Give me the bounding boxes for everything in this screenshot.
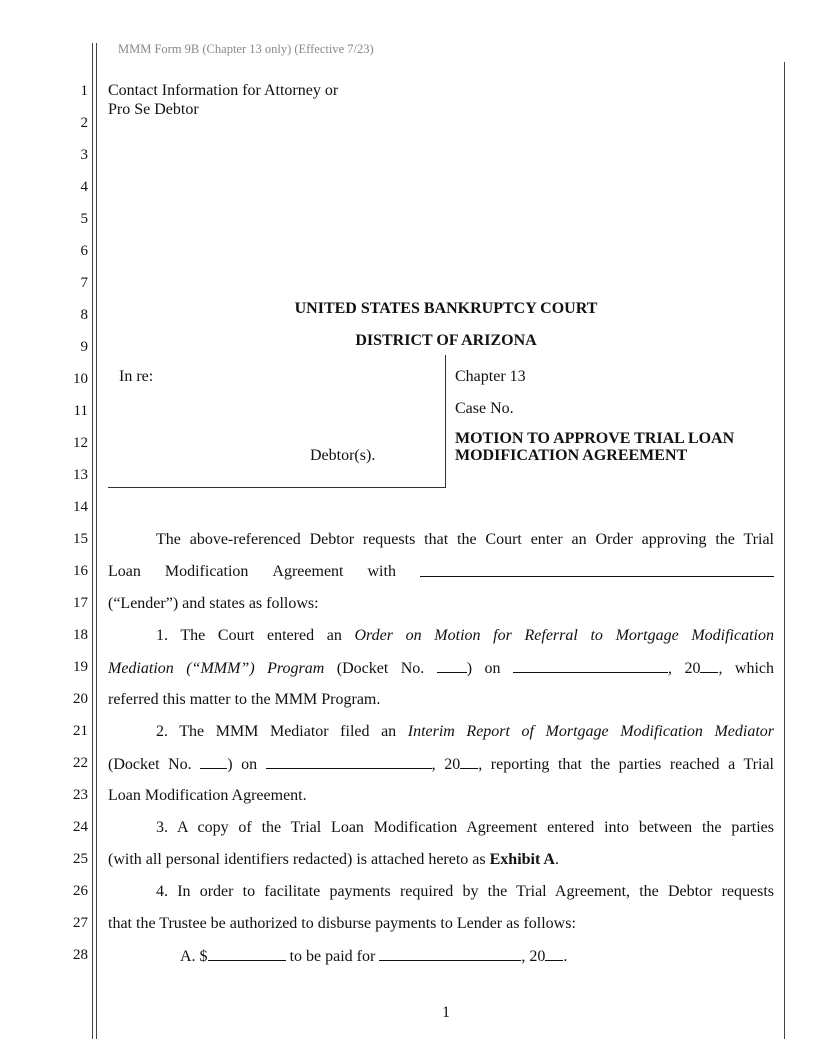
caption-divider-vertical (445, 355, 446, 488)
line-number: 20 (73, 691, 88, 707)
intro-line-1: The above-referenced Debtor requests that the Court enter an Order approving the Trial (156, 531, 774, 548)
left-margin-rule-inner (96, 43, 97, 1039)
line-number: 18 (73, 627, 88, 643)
paragraph-2-line-3: Loan Modification Agreement. (108, 787, 307, 804)
right-margin-rule (784, 62, 785, 1039)
payment-year-blank[interactable] (545, 946, 563, 961)
line-number: 9 (80, 339, 88, 355)
referral-date-blank[interactable] (513, 658, 668, 673)
line-number: 1 (80, 83, 88, 99)
intro-word-modification: Modification (164, 563, 249, 580)
paragraph-4-line-1: 4. In order to facilitate payments required by the Trial Agreement, the Debtor requests (156, 883, 774, 900)
referral-year-blank[interactable] (700, 658, 718, 673)
line-number: 27 (73, 915, 88, 931)
court-district: DISTRICT OF ARIZONA (355, 332, 537, 349)
line-number: 4 (80, 179, 88, 195)
line-number: 8 (80, 307, 88, 323)
report-year-blank[interactable] (460, 754, 478, 769)
caption-chapter: Chapter 13 (455, 368, 526, 385)
docket-number-blank[interactable] (437, 658, 467, 673)
line-number: 11 (73, 403, 88, 419)
caption-divider-horizontal (108, 487, 446, 488)
line-number: 28 (73, 947, 88, 963)
paragraph-2-line-2: (Docket No. ) on , 20 , reporting that the parties reached a Trial (108, 756, 774, 773)
line-number: 24 (73, 819, 88, 835)
paragraph-4-line-2: that the Trustee be authorized to disburse payments to Lender as follows: (108, 915, 576, 932)
intro-line-2 (108, 562, 774, 582)
motion-title-line-2: MODIFICATION AGREEMENT (455, 447, 688, 464)
line-number: 23 (73, 787, 88, 803)
intro-word-loan: Loan (108, 563, 141, 580)
contact-line-2: Pro Se Debtor (108, 101, 199, 118)
line-number: 13 (73, 467, 88, 483)
paragraph-1-line-3: referred this matter to the MMM Program. (108, 691, 381, 708)
line-number: 2 (80, 115, 88, 131)
caption-in-re: In re: (119, 368, 154, 385)
lender-name-blank[interactable] (420, 562, 774, 577)
line-number: 6 (80, 243, 88, 259)
exhibit-a-reference: Exhibit A (489, 851, 555, 868)
intro-word-with: with (367, 563, 396, 580)
line-number: 22 (73, 755, 88, 771)
line-number: 5 (80, 211, 88, 227)
line-number: 16 (73, 563, 88, 579)
mediator-docket-blank[interactable] (200, 754, 227, 769)
paragraph-1-line-1: 1. The Court entered an Order on Motion for Referral to Mortgage Modification (156, 627, 774, 644)
page-number: 1 (442, 1004, 450, 1021)
line-number: 3 (80, 147, 88, 163)
paragraph-2-line-1: 2. The MMM Mediator filed an Interim Report of Mortgage Modification Mediator (156, 723, 774, 740)
intro-line-3: (“Lender”) and states as follows: (108, 595, 319, 612)
line-number: 14 (73, 499, 88, 515)
line-number: 26 (73, 883, 88, 899)
contact-line-1: Contact Information for Attorney or (108, 82, 339, 99)
court-name: UNITED STATES BANKRUPTCY COURT (294, 300, 598, 317)
paragraph-3-line-1: 3. A copy of the Trial Loan Modification Agreement entered into between the parties (156, 819, 774, 836)
payment-item-a: A. $ to be paid for , 20 . (180, 948, 568, 965)
line-number: 10 (73, 371, 88, 387)
line-number: 21 (73, 723, 88, 739)
line-number: 15 (73, 531, 88, 547)
paragraph-1-line-2: Mediation (“MMM”) Program (Docket No. ) on , 20 , which (108, 660, 774, 677)
line-number: 12 (73, 435, 88, 451)
line-number: 17 (73, 595, 88, 611)
motion-title-line-1: MOTION TO APPROVE TRIAL LOAN (455, 430, 735, 447)
payment-month-blank[interactable] (379, 946, 521, 961)
report-date-blank[interactable] (266, 754, 432, 769)
paragraph-3-line-2: (with all personal identifiers redacted) is attached hereto as Exhibit A. (108, 851, 559, 868)
intro-word-agreement: Agreement (272, 563, 344, 580)
caption-case-no: Case No. (455, 400, 514, 417)
form-label: MMM Form 9B (Chapter 13 only) (Effective 7/23) (118, 42, 374, 56)
payment-amount-blank[interactable] (208, 946, 286, 961)
line-number: 7 (80, 275, 88, 291)
caption-debtor: Debtor(s). (310, 447, 376, 464)
line-number: 25 (73, 851, 88, 867)
line-number: 19 (73, 659, 88, 675)
left-margin-rule (92, 43, 93, 1039)
